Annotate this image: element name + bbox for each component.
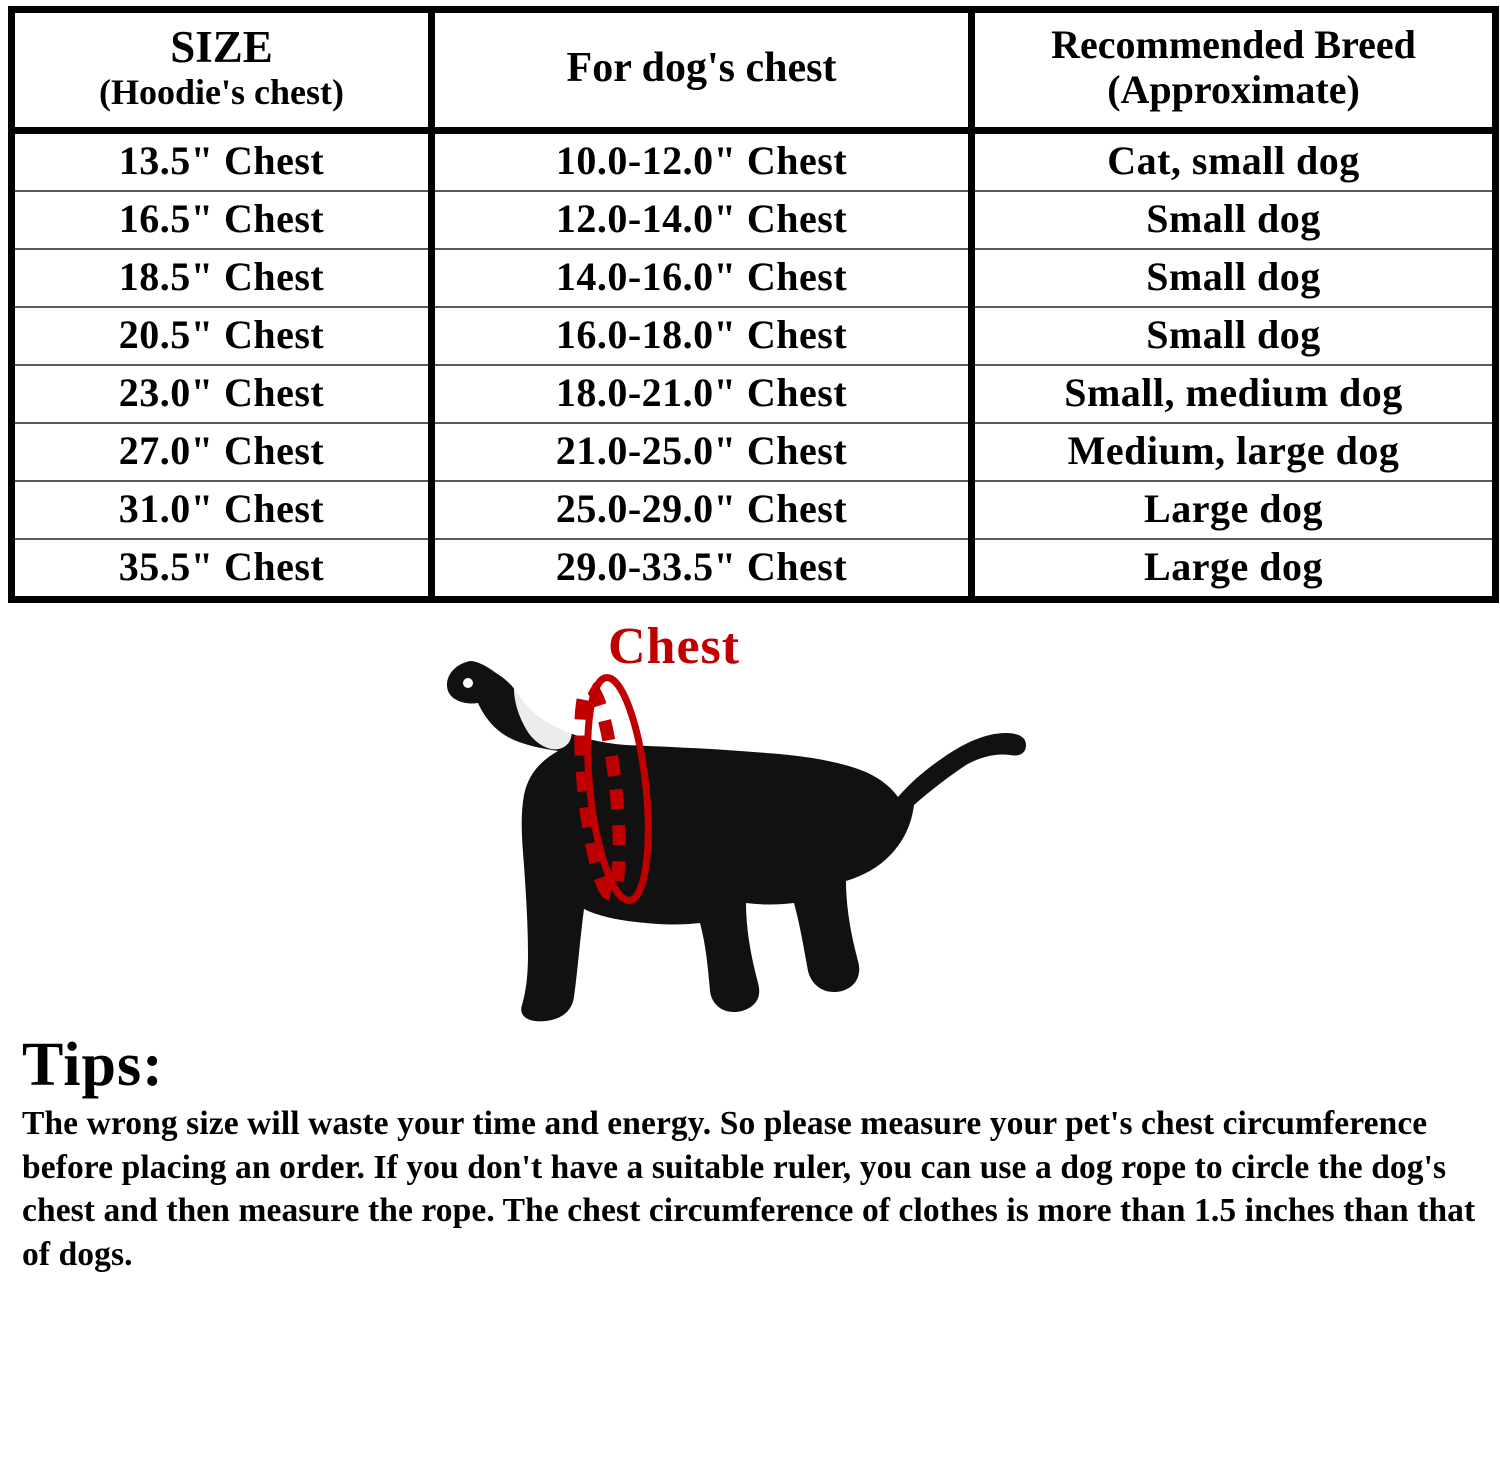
cell-size: 27.0" Chest (12, 423, 432, 481)
table-row (12, 365, 1496, 423)
table-row (12, 423, 1496, 481)
header-size-line1: SIZE (170, 22, 273, 72)
cell-size: 16.5" Chest (12, 191, 432, 249)
header-breed-line1: Recommended Breed (1051, 22, 1416, 67)
dog-diagram-svg (0, 609, 1500, 1029)
table-row (12, 539, 1496, 600)
table-row (12, 307, 1496, 365)
cell-dog-chest: 29.0-33.5" Chest (432, 539, 972, 600)
cell-size: 23.0" Chest (12, 365, 432, 423)
size-table (8, 6, 1499, 603)
cell-dog-chest: 16.0-18.0" Chest (432, 307, 972, 365)
cell-breed: Small dog (972, 307, 1496, 365)
cell-dog-chest: 21.0-25.0" Chest (432, 423, 972, 481)
tips-paragraph: The wrong size will waste your time and energy. So please measure your pet's chest circumference before placing an order. If you don't have a suitable ruler, you can use a dog rope to circle the dog's chest and then measure the rope. The chest circumference of clothes is more than 1.5 inches than that of dogs. (22, 1105, 1476, 1273)
size-table-container (0, 0, 1500, 603)
cell-breed: Cat, small dog (972, 131, 1496, 192)
header-breed (972, 10, 1496, 131)
header-breed-line2: (Approximate) (1107, 67, 1360, 112)
cell-size: 20.5" Chest (12, 307, 432, 365)
dog-side-silhouette (447, 661, 1026, 1021)
tips-section (0, 1029, 1500, 1276)
table-row (12, 131, 1496, 192)
cell-breed: Medium, large dog (972, 423, 1496, 481)
tips-title: Tips: (22, 1031, 164, 1099)
cell-size: 18.5" Chest (12, 249, 432, 307)
cell-breed: Small dog (972, 191, 1496, 249)
header-size-line2: (Hoodie's chest) (99, 71, 344, 112)
measurement-diagram (0, 609, 1500, 1029)
cell-dog-chest: 25.0-29.0" Chest (432, 481, 972, 539)
chest-label: Chest (608, 618, 741, 675)
cell-breed: Small, medium dog (972, 365, 1496, 423)
cell-dog-chest: 18.0-21.0" Chest (432, 365, 972, 423)
cell-dog-chest: 10.0-12.0" Chest (432, 131, 972, 192)
cell-breed: Large dog (972, 539, 1496, 600)
tips-body (22, 1102, 1482, 1276)
table-row (12, 249, 1496, 307)
cell-breed: Small dog (972, 249, 1496, 307)
header-dog-chest (432, 10, 972, 131)
cell-size: 35.5" Chest (12, 539, 432, 600)
cell-size: 13.5" Chest (118, 138, 325, 183)
dog-eye (463, 678, 473, 688)
cell-breed: Large dog (972, 481, 1496, 539)
table-body (12, 131, 1496, 600)
table-row (12, 191, 1496, 249)
table-header-row (12, 10, 1496, 131)
cell-size: 31.0" Chest (12, 481, 432, 539)
cell-dog-chest: 12.0-14.0" Chest (432, 191, 972, 249)
cell-dog-chest: 14.0-16.0" Chest (432, 249, 972, 307)
header-size (12, 10, 432, 131)
table-header (12, 10, 1496, 131)
header-dog-chest-label: For dog's chest (566, 44, 837, 91)
table-row (12, 481, 1496, 539)
